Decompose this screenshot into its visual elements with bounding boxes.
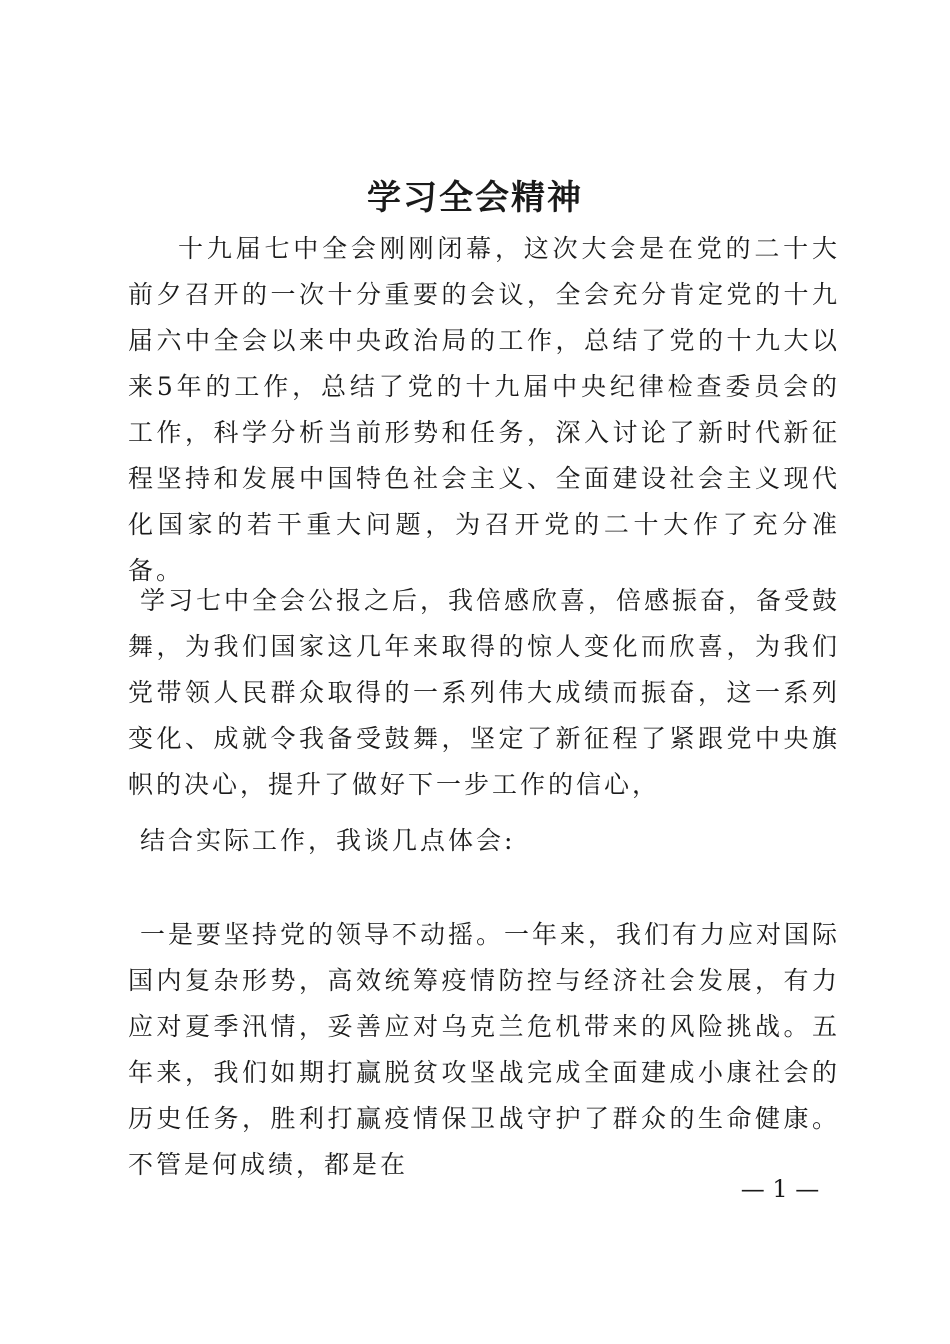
paragraph-transition: 结合实际工作，我谈几点体会: — [140, 826, 516, 855]
paragraph-reflection: 学习七中全会公报之后，我倍感欣喜，倍感振奋，备受鼓舞，为我们国家这几年来取得的惊人变化而欣喜，为我们党带领人民群众取得的一系列伟大成绩而振奋，这一系列变化、成就令我备受鼓舞，坚定了新征程了紧跟党中央旗帜的决心，提升了做好下一步工作的信心， — [128, 586, 841, 799]
paragraph-point-one: 一是要坚持党的领导不动摇。一年来，我们有力应对国际国内复杂形势，高效统筹疫情防控与经济社会发展，有力应对夏季汛情，妥善应对乌克兰危机带来的风险挑战。五年来，我们如期打赢脱贫攻坚战完成全面建成小康社会的历史任务，胜利打赢疫情保卫战守护了群众的生命健康。不管是何成绩，都是在 — [128, 920, 841, 1179]
page-number: — 1 — — [740, 1175, 820, 1203]
document-title: 学习全会精神 — [367, 178, 583, 218]
paragraph-intro: 十九届七中全会刚刚闭幕，这次大会是在党的二十大前夕召开的一次十分重要的会议，全会充分肯定党的十九届六中全会以来中央政治局的工作，总结了党的十九大以来5年的工作，总结了党的十九届中央纪律检查委员会的工作，科学分析当前形势和任务，深入讨论了新时代新征程坚持和发展中国特色社会主义、全面建设社会主义现代化国家的若干重大问题，为召开党的二十大作了充分准备。 — [128, 234, 840, 585]
